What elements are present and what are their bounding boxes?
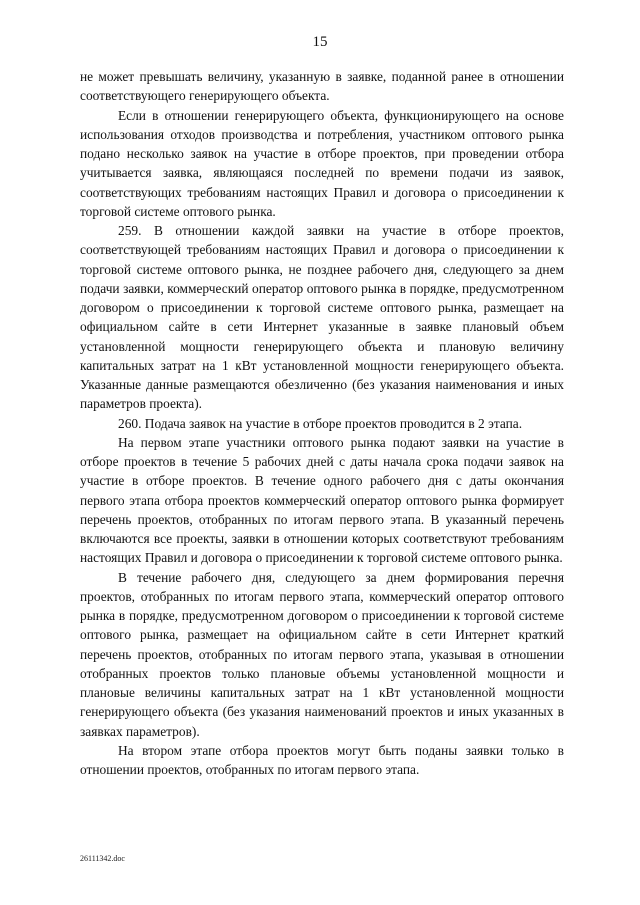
paragraph-first-stage-publication: В течение рабочего дня, следующего за днем формирования перечня проектов, отобранных по итогам первого этапа, коммерческий оператор оптового рынка в порядке, предусмотренном договором о присоединении к торговой системе оптового рынка, размещает на официальном сайте в сети Интернет краткий перечень проектов, отобранных по итогам первого этапа, указывая в отношении отобранных проектов только плановые объемы установленной мощности и плановые величины капитальных затрат на 1 кВт установленной мощности генерирующего объекта (без указания наименований проектов и иных указанных в заявках параметров). [80,569,564,739]
paragraph-waste-generation-bids: Если в отношении генерирующего объекта, функционирующего на основе использования отходов производства и потребления, участником оптового рынка подано несколько заявок на участие в отборе проектов, при проведении отбора учитывается заявка, являющаяся последней по времени подачи из заявок, соответствующих требованиям настоящих Правил и договора о присоединении к торговой системе оптового рынка. [80,107,564,219]
document-body [80,67,564,779]
paragraph-259: 259. В отношении каждой заявки на участие в отборе проектов, соответствующей требованиям настоящих Правил и договора о присоединении к торговой системе оптового рынка, не позднее рабочего дня, следующего за днем подачи заявки, коммерческий оператор оптового рынка в порядке, предусмотренном договором о присоединении к торговой системе оптового рынка, размещает на официальном сайте в сети Интернет указанные в заявке плановый объем установленной мощности генерирующего объекта и плановую величину капитальных затрат на 1 кВт установленной мощности генерирующего объекта. Указанные данные размещаются обезличенно (без указания наименования и иных параметров проекта). [80,223,564,412]
paragraph-first-stage: На первом этапе участники оптового рынка подают заявки на участие в отборе проектов в течение 5 рабочих дней с даты начала срока подачи заявок на участие в отборе проектов. В течение одного рабочего дня с даты окончания первого этапа отбора проектов коммерческий оператор оптового рынка формирует перечень проектов, отобранных по итогам первого этапа. В указанный перечень включаются все проекты, заявки в отношении которых соответствуют требованиям настоящих Правил и договора о присоединении к торговой системе оптового рынка. [80,434,564,566]
footer-filename: 26111342.doc [80,854,125,863]
page-number: 15 [312,34,328,50]
paragraph-second-stage: На втором этапе отбора проектов могут быть поданы заявки только в отношении проектов, отобранных по итогам первого этапа. [80,742,564,777]
paragraph-continuation: не может превышать величину, указанную в заявке, поданной ранее в отношении соответствующего генерирующего объекта. [80,69,564,104]
paragraph-260: 260. Подача заявок на участие в отборе проектов проводится в 2 этапа. [118,415,523,431]
